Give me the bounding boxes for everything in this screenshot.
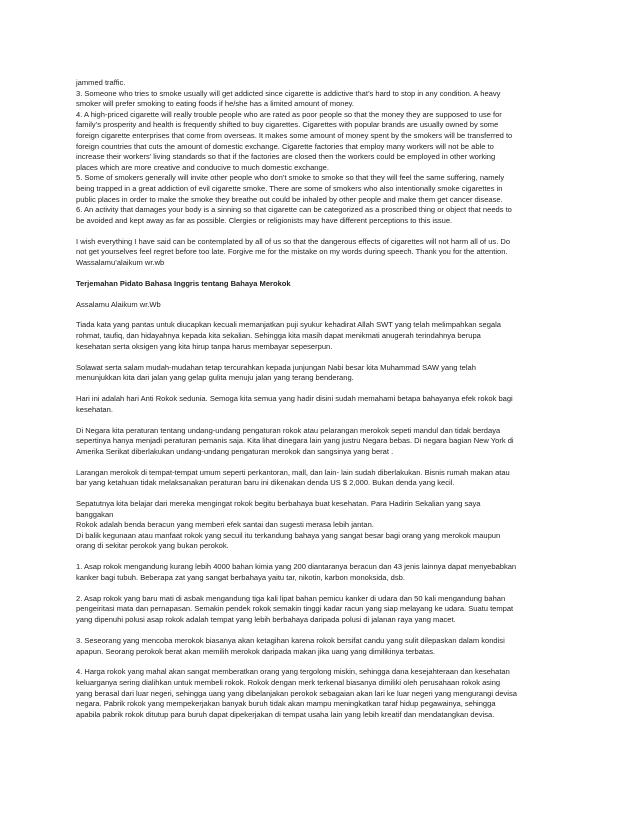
paragraph-point-1	[76, 562, 562, 583]
text-line: kesehatan.	[76, 404, 113, 414]
text-line: kanker bagi tubuh. Beberapa zat yang sangat berbahaya yaitu tar, nikotin, karbon monoksida, dsb.	[76, 572, 405, 582]
text-line: being trapped in a great addiction of evil cigarette smoke. There are some of smokers who also intentionally smoke cigarettes in	[76, 183, 503, 193]
text-line: be avoided and kept away as far as possible. Clergies or religionists may have different perceptions to this issue.	[76, 215, 453, 225]
text-line: negara. Pabrik rokok yang mempekerjakan banyak buruh tidak akan mampu meningkatkan taraf hidup pegawainya, sehingga	[76, 699, 496, 709]
text-line: Wassalamu’alaikum wr.wb	[76, 257, 165, 267]
text-line: yang dipenuhi polusi asap rokok adalah tempat yang lebih berbahaya daripada polusi di jalanan raya yang macet.	[76, 615, 456, 625]
text-line: Rokok adalah benda beracun yang memberi efek santai dan sugesti merasa lebih jantan.	[76, 520, 374, 530]
text-line: 5. Some of smokers generally will invite other people who don’t smoke to smoke so that they will feel the same suffering, namely	[76, 173, 505, 183]
text-line: 3. Someone who tries to smoke usually will get addicted since cigarette is addictive that’s hard to stop in any condition. A heavy	[76, 88, 501, 98]
text-line: sepertinya hanya menjadi peraturan pemanis saja. Kita lihat dinegara lain yang justru Negara bebas. Di negara bagian New York di	[76, 436, 514, 446]
text-line: rohmat, taufiq, dan hidayahnya kepada kita sekalian. Sehingga kita masih dapat menikmati anugerah terindahnya berupa	[76, 331, 481, 341]
text-line: Terjemahan Pidato Bahasa Inggris tentang Bahaya Merokok	[76, 278, 291, 288]
text-line: increase their workers’ living standards so that if the factories are closed then the workers could be employed in other working	[76, 152, 496, 162]
text-line: jammed traffic.	[76, 78, 126, 87]
paragraph-paragraph-4	[76, 426, 562, 458]
text-line: menunjukkan kita dari jalan yang gelap gulita menuju jalan yang terang benderang.	[76, 373, 354, 383]
text-line: public places in order to make the smoke they breathe out could be inhaled by other people and make them get cancer disease.	[76, 194, 503, 204]
text-line: Assalamu Alaikum wr.Wb	[76, 299, 161, 309]
document-page	[76, 78, 562, 720]
paragraph-paragraph-3	[76, 394, 562, 415]
text-line: family’s prosperity and health is frequently shifted to buy cigarettes. Cigarettes with popular brands are usually owned by some	[76, 120, 499, 130]
text-line: Sepatutnya kita belajar dari mereka mengingat rokok begitu berbahaya buat kesehatan. Para Hadirin Sekalian yang saya	[76, 499, 481, 509]
paragraph-english-closing	[76, 237, 562, 269]
text-line: 2. Asap rokok yang baru mati di asbak mengandung tiga kali lipat bahan pemicu kanker di udara dan 50 kali mengandung bahan	[76, 593, 506, 603]
paragraph-english-points-continued	[76, 78, 562, 226]
text-line: I wish everything I have said can be contemplated by all of us so that the dangerous effects of cigarettes will not harm all of us. Do	[76, 236, 511, 246]
text-line: 4. A high-priced cigarette will really trouble people who are rated as poor people so that the money they are supposed to use for	[76, 109, 502, 119]
text-line: 3. Seseorang yang mencoba merokok biasanya akan ketagihan karena rokok bersifat candu yang sulit dilepaskan dalam kondisi	[76, 635, 505, 645]
text-line: orang di sekitar perokok yang bukan perokok.	[76, 541, 229, 551]
text-line: Solawat serta salam mudah-mudahan tetap tercurahkan kepada junjungan Nabi besar kita Muhammad SAW yang telah	[76, 362, 476, 372]
text-line: Amerika Serikat diberlakukan undang-undang pengaturan merokok dan sangsinya yang berat .	[76, 446, 394, 456]
text-line: apapun. Seorang perokok berat akan memilih merokok daripada makan jika uang yang dimilikinya terbatas.	[76, 646, 436, 656]
text-line: 1. Asap rokok mengandung kurang lebih 4000 bahan kimia yang 200 diantaranya beracun dan 43 jenis lainnya dapat menyebabkan	[76, 562, 517, 572]
text-line: bar yang ketahuan tidak melaksanakan peraturan baru ini dikenakan denda US $ 2,000. Bukan denda yang kecil.	[76, 478, 455, 488]
text-line: 6. An activity that damages your body is a sinning so that cigarette can be categorized as a proscribed thing or object that needs to	[76, 205, 512, 215]
paragraph-point-2	[76, 594, 562, 626]
text-line: kesehatan serta oksigen yang kita hirup tanpa harus membayar sepeserpun.	[76, 341, 333, 351]
text-line: yang berasal dari luar negeri, sehingga uang yang dibelanjakan perokok sebagaian akan lari ke luar negeri yang mengurangi devisa	[76, 688, 517, 698]
text-line: keluarganya sering dialihkan untuk membeli rokok. Rokok dengan merk terkenal biasanya dimiliki oleh perusahaan rokok asing	[76, 677, 501, 687]
paragraph-greeting	[76, 300, 562, 311]
text-line: apabila pabrik rokok ditutup para buruh dapat dipekerjakan di tempat usaha lain yang lebih kreatif dan mendatangkan devisa.	[76, 709, 495, 719]
section-heading	[76, 279, 562, 290]
text-line: Di balik kegunaan atau manfaat rokok yang secuil itu terkandung bahaya yang sangat besar bagi orang yang merokok maupun	[76, 530, 501, 540]
text-line: Hari ini adalah hari Anti Rokok sedunia. Semoga kita semua yang hadir disini sudah memahami betapa bahayanya efek rokok bagi	[76, 394, 513, 404]
text-line: foreign cigarette enterprises that come from overseas. It makes some amount of money spent by the smokers will be transferred to	[76, 130, 513, 140]
text-line: places which are more creative and conducive to much domestic exchange.	[76, 162, 329, 172]
text-line: pengeiritasi mata dan pernapasan. Semakin pendek rokok semakin tinggi kadar racun yang siap melayang ke udara. Suatu tempat	[76, 604, 514, 614]
text-line: 4. Harga rokok yang mahal akan sangat memberatkan orang yang tergolong miskin, sehingga dana kesejahteraan dan kesehatan	[76, 667, 510, 677]
text-line: smoker will prefer smoking to eating foods if he/she has a limited amount of money.	[76, 99, 354, 109]
paragraph-paragraph-5	[76, 468, 562, 489]
text-line: foreign countries that cuts the amount of domestic exchange. Cigarette factories that employ many workers will not be able to	[76, 141, 494, 151]
paragraph-paragraph-1	[76, 320, 562, 352]
paragraph-paragraph-6	[76, 499, 562, 552]
paragraph-point-4	[76, 667, 562, 720]
text-line: not get yourselves feel regret before too late. Forgive me for the mistake on my words during speech. Thank you for the attention.	[76, 247, 508, 257]
paragraph-point-3	[76, 636, 562, 657]
text-line: Tiada kata yang pantas untuk diucapkan kecuali memanjatkan puji syukur kehadirat Allah SWT yang telah melimpahkan segala	[76, 320, 501, 330]
text-line: Larangan merokok di tempat-tempat umum seperti perkantoran, mall, dan lain- lain sudah diberlakukan. Bisnis rumah makan atau	[76, 467, 510, 477]
paragraph-paragraph-2	[76, 363, 562, 384]
text-line: banggakan	[76, 509, 114, 519]
text-line: Di Negara kita peraturan tentang undang-undang pengaturan rokok atau pelarangan merokok sepeti mandul dan tidak berdaya	[76, 425, 501, 435]
